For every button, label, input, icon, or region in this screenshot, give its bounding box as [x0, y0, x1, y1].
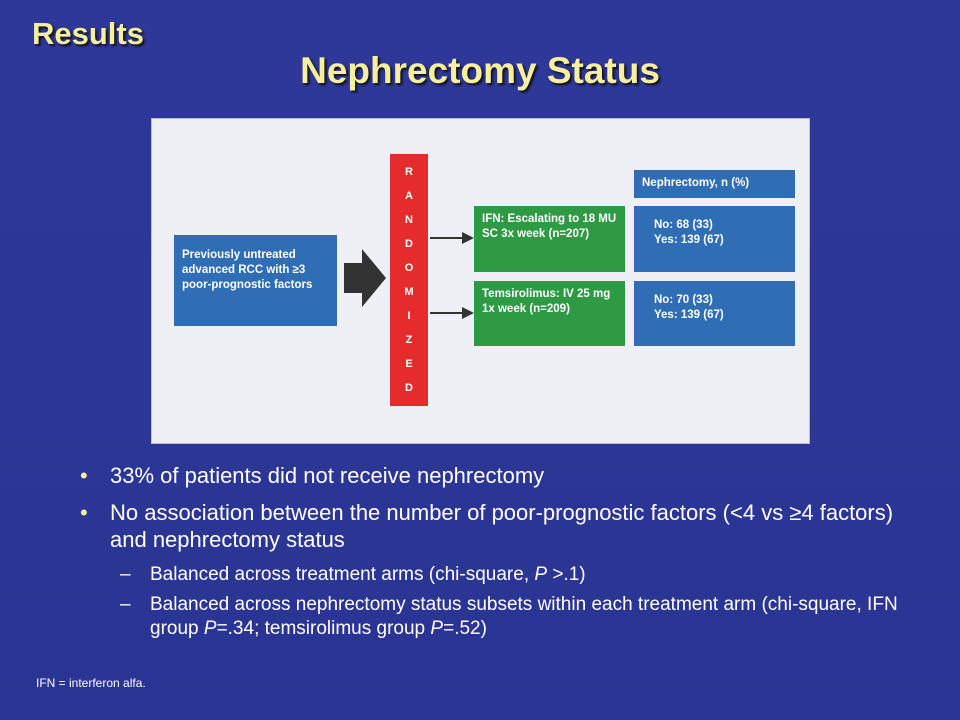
- dash-icon: –: [120, 564, 131, 585]
- study-design-diagram: [151, 118, 810, 444]
- slide-title: Nephrectomy Status: [300, 50, 660, 91]
- bullet-text: 33% of patients did not receive nephrectomy: [110, 463, 545, 488]
- ifn-arm-box: IFN: Escalating to 18 MU SC 3x week (n=207): [474, 206, 625, 272]
- randomized-letter: E: [405, 357, 413, 370]
- randomized-letter: N: [405, 213, 413, 226]
- sub-bullet-text: Balanced across nephrectomy status subsets within each treatment arm (chi-square, IFN group P=.34; temsirolimus group P=.52): [150, 594, 898, 639]
- randomized-letter: D: [405, 381, 413, 394]
- bullet-icon: •: [80, 500, 88, 525]
- bullet-item: [80, 462, 920, 489]
- ifn-no-value: No: 68 (33): [654, 219, 713, 231]
- randomized-letter: A: [405, 189, 413, 202]
- bullet-icon: •: [80, 463, 88, 488]
- sub-bullet-item: [80, 593, 920, 641]
- randomized-letter: R: [405, 165, 413, 178]
- big-arrow-icon: [344, 249, 386, 307]
- nephrectomy-header: Nephrectomy, n (%): [634, 170, 795, 198]
- bullet-text: No association between the number of poor-prognostic factors (<4 vs ≥4 factors) and nephrectomy status: [110, 500, 894, 552]
- dash-icon: –: [120, 594, 131, 615]
- randomized-letter: I: [407, 309, 411, 322]
- arrow-right-icon: [430, 232, 474, 244]
- randomized-letter: O: [404, 261, 414, 274]
- patient-population-box: Previously untreated advanced RCC with ≥3 poor-prognostic factors: [174, 235, 337, 326]
- bullet-list: [80, 462, 920, 647]
- bullet-item: [80, 499, 920, 553]
- randomized-letter: Z: [405, 333, 413, 346]
- arrow-right-icon: [430, 307, 474, 319]
- section-label: Results: [32, 16, 144, 51]
- sub-bullet-item: [80, 563, 920, 587]
- randomized-letter: D: [405, 237, 413, 250]
- tem-yes-value: Yes: 139 (67): [654, 309, 724, 321]
- temsirolimus-nephrectomy-result: [634, 281, 795, 346]
- sub-bullet-text: Balanced across treatment arms (chi-square, P >.1): [150, 564, 586, 585]
- randomized-letter: M: [404, 285, 414, 298]
- ifn-nephrectomy-result: [634, 206, 795, 272]
- tem-no-value: No: 70 (33): [654, 294, 713, 306]
- footnote: IFN = interferon alfa.: [36, 676, 146, 690]
- ifn-yes-value: Yes: 139 (67): [654, 234, 724, 246]
- temsirolimus-arm-box: Temsirolimus: IV 25 mg 1x week (n=209): [474, 281, 625, 346]
- randomized-bar: [390, 154, 428, 406]
